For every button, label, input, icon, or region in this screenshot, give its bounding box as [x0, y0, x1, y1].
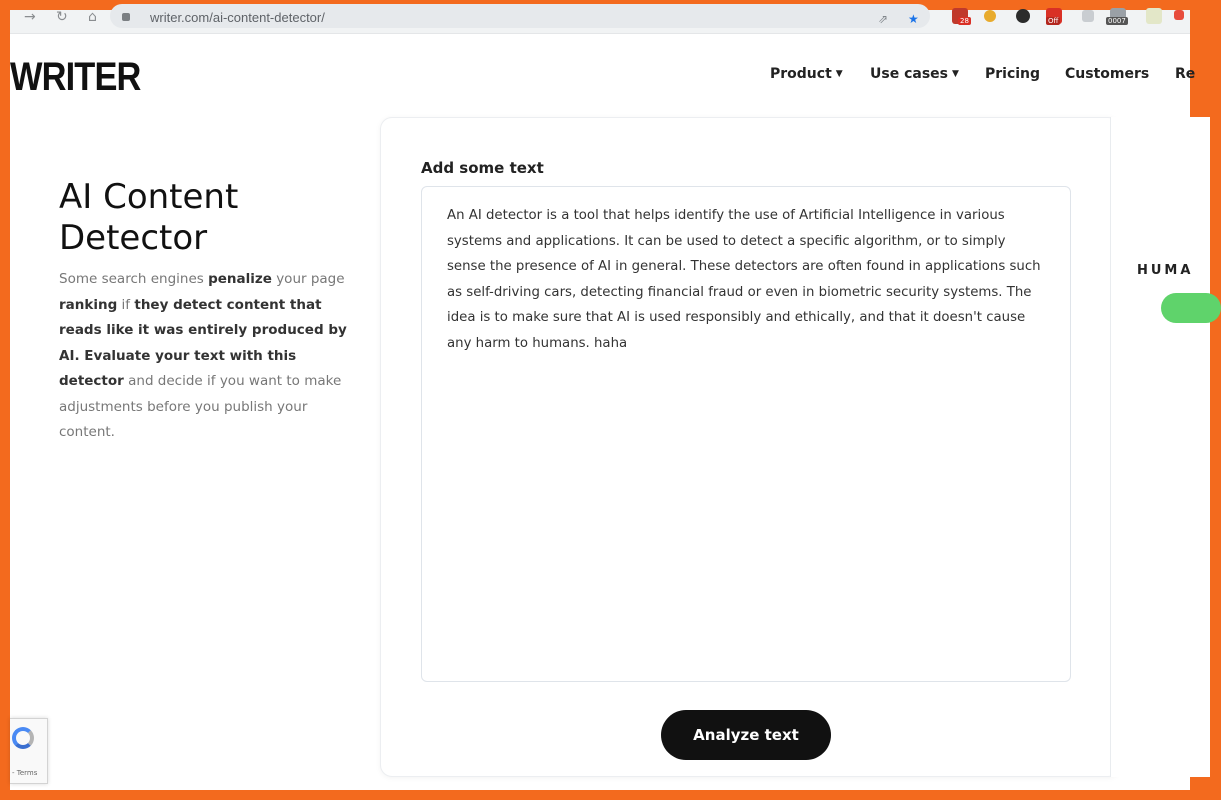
share-icon[interactable]: ⇗: [878, 12, 889, 26]
reload-icon[interactable]: ↻: [56, 9, 68, 25]
intro-text: Some search engines: [59, 271, 209, 287]
chevron-down-icon: ▼: [835, 69, 843, 79]
intro-text: your page: [271, 271, 345, 287]
extension-badge: 0007: [1108, 17, 1126, 25]
human-score-bar: [1161, 293, 1221, 323]
nav-item-resources[interactable]: Re: [1175, 66, 1196, 82]
address-bar[interactable]: [110, 4, 930, 28]
result-panel: [1110, 117, 1210, 777]
text-input-label: Add some text: [421, 159, 544, 177]
browser-window: [10, 9, 1196, 790]
text-input[interactable]: [421, 186, 1071, 682]
human-score-label: HUMA: [1137, 263, 1194, 278]
recaptcha-icon: [12, 727, 34, 749]
home-icon[interactable]: ⌂: [88, 9, 97, 25]
lock-icon: [122, 13, 130, 21]
extension-icon[interactable]: [1016, 9, 1030, 23]
chevron-down-icon: ▼: [951, 69, 959, 79]
intro-text-bold: ranking: [59, 296, 118, 313]
extension-badge: Off: [1048, 17, 1059, 25]
detector-card: [380, 117, 1120, 777]
browser-toolbar: [10, 10, 1190, 34]
recaptcha-badge[interactable]: [10, 718, 48, 784]
url-text[interactable]: writer.com/ai-content-detector/: [150, 10, 325, 25]
extension-icon[interactable]: [1146, 8, 1162, 24]
page-title: AI Content Detector: [59, 177, 239, 258]
intro-description: [59, 267, 359, 446]
extension-icon[interactable]: [1082, 10, 1094, 22]
recaptcha-terms[interactable]: - Terms: [12, 769, 38, 777]
back-icon[interactable]: →: [24, 9, 36, 25]
extension-icon[interactable]: [1174, 10, 1184, 20]
analyze-text-button[interactable]: Analyze text: [661, 710, 831, 760]
intro-text: if: [117, 296, 135, 313]
nav-item-label: Use cases: [870, 66, 948, 82]
nav-item-pricing[interactable]: Pricing: [985, 66, 1041, 82]
intro-text-bold: they detect content that reads like it was entirely produced by AI. Evaluate your text with this detector: [59, 296, 347, 389]
intro-text: and decide if you want to make adjustments before you publish your content.: [59, 373, 342, 440]
extension-icon[interactable]: [984, 10, 996, 22]
writer-logo[interactable]: WRITER: [10, 55, 141, 99]
nav-item-product[interactable]: [770, 66, 843, 82]
intro-text-bold: penalize: [208, 271, 272, 287]
nav-item-use-cases[interactable]: [870, 66, 959, 82]
extension-badge: 28: [960, 17, 969, 25]
nav-item-label: Product: [770, 66, 832, 82]
nav-item-customers[interactable]: Customers: [1065, 66, 1150, 82]
bookmark-star-icon[interactable]: ★: [908, 12, 919, 26]
